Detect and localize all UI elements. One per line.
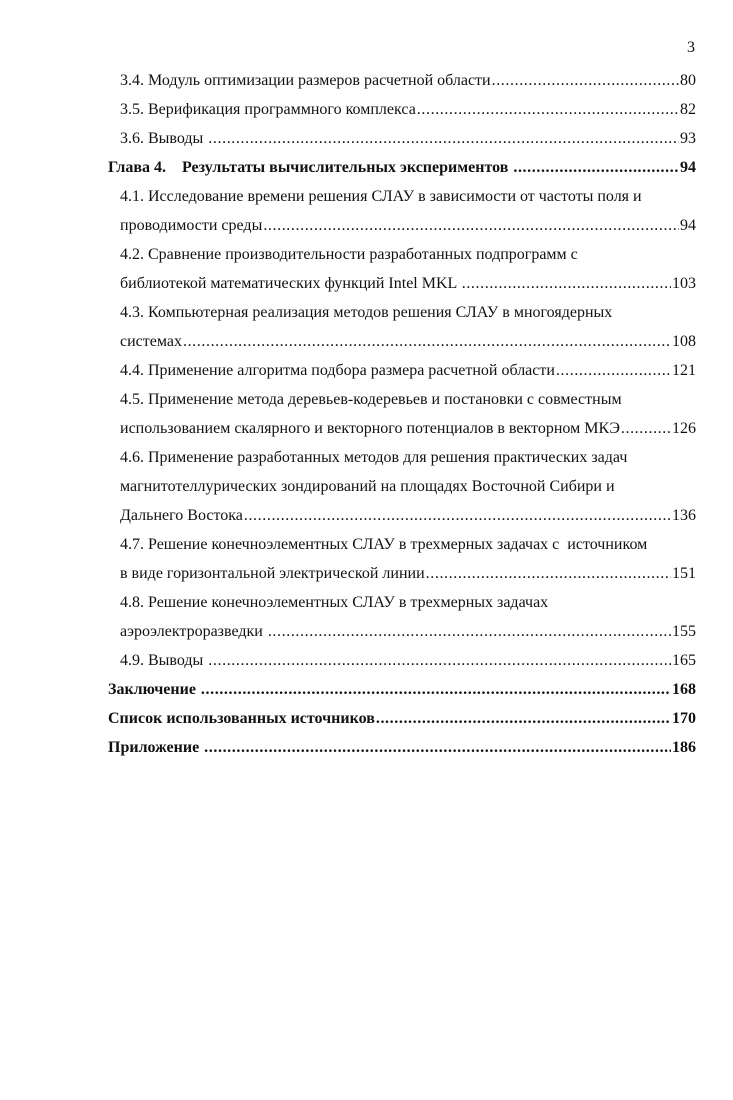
toc-entry-title-line: 4.6. Применение разработанных методов для решения практических задач	[120, 449, 628, 466]
toc-entry-4-3	[0, 298, 733, 356]
dot-leader	[201, 675, 671, 704]
dot-leader	[417, 95, 679, 124]
toc-entry-title-line: системах	[120, 333, 182, 350]
toc-entry-title-line: проводимости среды	[120, 217, 263, 234]
toc-entry-title: 4.9. Выводы	[120, 652, 208, 669]
toc-entry-title: Приложение	[108, 739, 204, 756]
toc-entry-4-9	[0, 646, 733, 675]
toc-conclusion	[0, 675, 733, 704]
toc-entry-3-6	[0, 124, 733, 153]
toc-entry-page: 165	[672, 652, 696, 669]
toc-entry-3-5	[0, 95, 733, 124]
toc-entry-page: 151	[672, 565, 696, 582]
page-number: 3	[687, 39, 695, 56]
toc-entry-page: 170	[672, 710, 696, 727]
toc-entry-title-line: аэроэлектроразведки	[120, 623, 267, 640]
toc-entry-title-line: магнитотеллурических зондирований на площадях Восточной Сибири и	[120, 478, 615, 495]
toc-appendix	[0, 733, 733, 762]
toc-entry-title-line: 4.1. Исследование времени решения СЛАУ в зависимости от частоты поля и	[120, 188, 642, 205]
toc-entry-page: 94	[680, 217, 696, 234]
toc-entry-title-line: 4.3. Компьютерная реализация методов решения СЛАУ в многоядерных	[120, 304, 613, 321]
toc-entry-title: Список использованных источников	[108, 710, 375, 727]
toc-entry-page: 168	[672, 681, 696, 698]
toc-entry-3-4	[0, 66, 733, 95]
toc-entry-title: 4.4. Применение алгоритма подбора размера расчетной области	[120, 362, 555, 379]
toc-entry-page: 82	[680, 101, 696, 118]
toc-entry-4-6	[0, 443, 733, 530]
toc-entry-title: Заключение	[108, 681, 200, 698]
toc-references	[0, 704, 733, 733]
dot-leader	[208, 124, 679, 153]
toc-entry-page: 108	[672, 333, 696, 350]
toc-entry-title: 3.4. Модуль оптимизации размеров расчетной области	[120, 72, 491, 89]
toc-entry-page: 186	[672, 739, 696, 756]
toc-entry-page: 93	[680, 130, 696, 147]
toc-entry-4-8	[0, 588, 733, 646]
toc-entry-4-5	[0, 385, 733, 443]
toc-entry-4-1	[0, 182, 733, 240]
toc-entry-title-line: использованием скалярного и векторного потенциалов в векторном МКЭ	[120, 420, 620, 437]
toc-entry-4-4	[0, 356, 733, 385]
toc-entry-page: 155	[672, 623, 696, 640]
toc-entry-page: 126	[672, 420, 696, 437]
toc-entry-title-line: 4.7. Решение конечноэлементных СЛАУ в трехмерных задачах с источником	[120, 536, 648, 553]
dot-leader	[426, 559, 671, 588]
dot-leader	[263, 211, 679, 240]
toc-entry-4-7	[0, 530, 733, 588]
toc-entry-page: 121	[672, 362, 696, 379]
toc-entry-page: 103	[672, 275, 696, 292]
toc-entry-page: 136	[672, 507, 696, 524]
toc-entry-page: 80	[680, 72, 696, 89]
dot-leader	[208, 646, 671, 675]
toc-entry-title-line: 4.2. Сравнение производительности разработанных подпрограмм с	[120, 246, 578, 263]
toc-entry-title: 3.6. Выводы	[120, 130, 208, 147]
dot-leader	[376, 704, 671, 733]
toc-entry-title: Глава 4. Результаты вычислительных экспериментов	[108, 159, 513, 176]
table-of-contents	[0, 66, 733, 762]
toc-chapter-4	[0, 153, 733, 182]
dot-leader	[462, 269, 671, 298]
dot-leader	[621, 414, 671, 443]
dot-leader	[204, 733, 671, 762]
dot-leader	[268, 617, 671, 646]
dot-leader	[492, 66, 679, 95]
toc-entry-title-line: Дальнего Востока	[120, 507, 243, 524]
toc-entry-title: 3.5. Верификация программного комплекса	[120, 101, 416, 118]
toc-entry-title-line: в виде горизонтальной электрической линии	[120, 565, 425, 582]
dot-leader	[513, 153, 679, 182]
dot-leader	[556, 356, 671, 385]
toc-entry-title-line: 4.8. Решение конечноэлементных СЛАУ в трехмерных задачах	[120, 594, 549, 611]
toc-entry-4-2	[0, 240, 733, 298]
toc-entry-title-line: 4.5. Применение метода деревьев-кодеревьев и постановки с совместным	[120, 391, 622, 408]
toc-entry-title-line: библиотекой математических функций Intel MKL	[120, 275, 461, 292]
toc-entry-page: 94	[680, 159, 696, 176]
dot-leader	[244, 501, 671, 530]
dot-leader	[183, 327, 671, 356]
